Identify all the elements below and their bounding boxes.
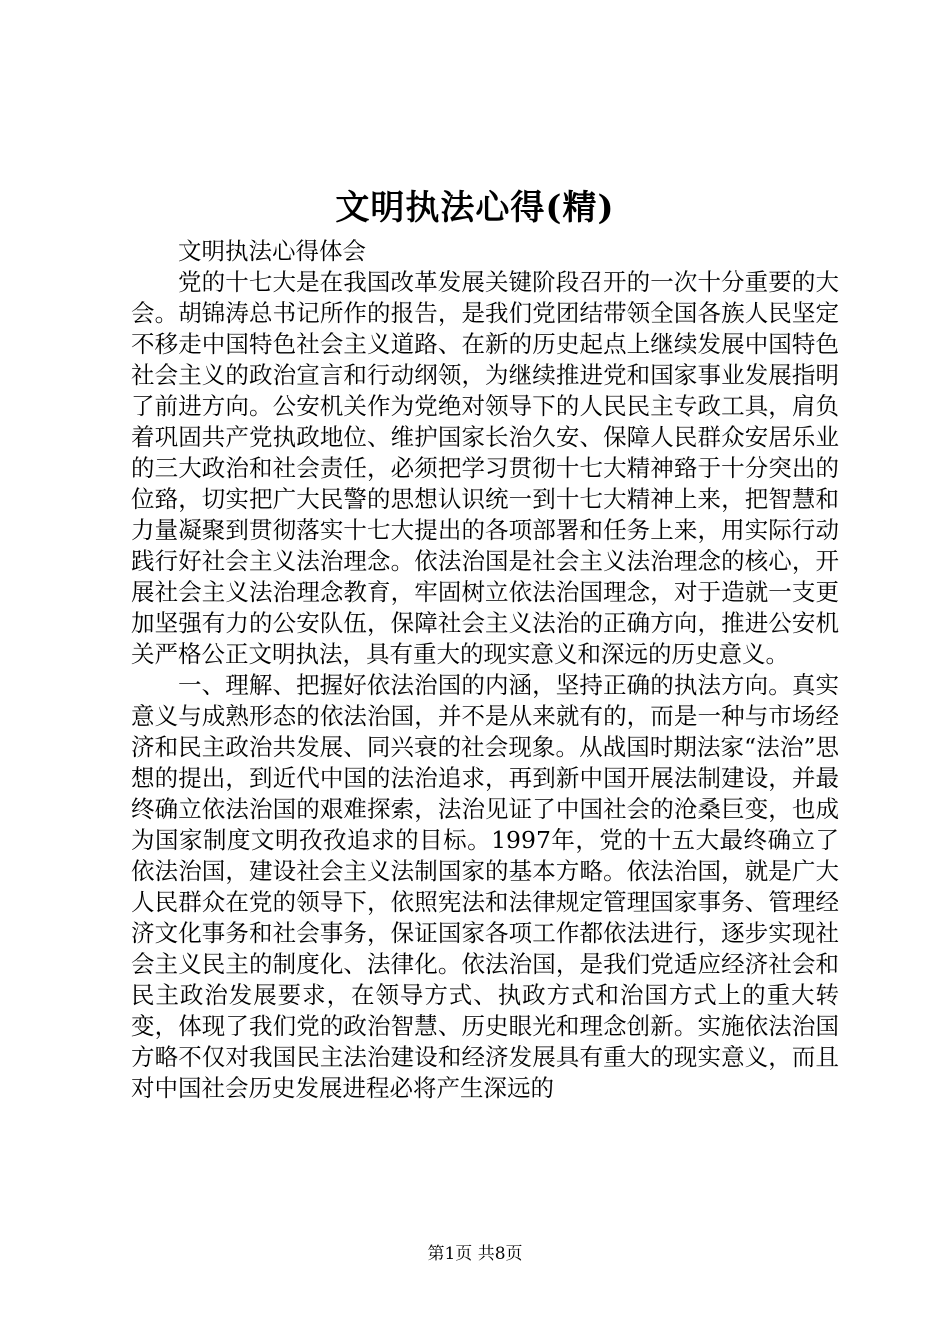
- document-body: [131, 236, 839, 1104]
- document-subtitle: 文明执法心得体会: [178, 237, 366, 265]
- paragraph: 一、理解、把握好依法治国的内涵，坚持正确的执法方向。真实意义与成熟形态的依法治国，并不是从来就有的，而是一种与市场经济和民主政治共发展、同兴衰的社会现象。从战国时期法家“法治”思想的提出，到近代中国的法治追求，再到新中国开展法制建设，并最终确立依法治国的艰难探索，法治见证了中国社会的沧桑巨变，也成为国家制度文明孜孜追求的目标。1997年，党的十五大最终确立了依法治国，建设社会主义法制国家的基本方略。依法治国，就是广大人民群众在党的领导下，依照宪法和法律规定管理国家事务、管理经济文化事务和社会事务，保证国家各项工作都依法进行，逐步实现社会主义民主的制度化、法律化。依法治国，是我们党适应经济社会和民主政治发展要求，在领导方式、执政方式和治国方式上的重大转变，体现了我们党的政治智慧、历史眼光和理念创新。实施依法治国方略不仅对我国民主法治建设和经济发展具有重大的现实意义，而且对中国社会历史发展进程必将产生深远的: [131, 671, 839, 1102]
- page-number-footer: 第1页 共8页: [427, 1244, 523, 1264]
- paragraph: 党的十七大是在我国改革发展关键阶段召开的一次十分重要的大会。胡锦涛总书记所作的报告，是我们党团结带领全国各族人民坚定不移走中国特色社会主义道路、在新的历史起点上继续发展中国特色社会主义的政治宣言和行动纲领，为继续推进党和国家事业发展指明了前进方向。公安机关作为党绝对领导下的人民民主专政工具，肩负着巩固共产党执政地位、维护国家长治久安、保障人民群众安居乐业的三大政治和社会责任，必须把学习贯彻十七大精神臵于十分突出的位臵，切实把广大民警的思想认识统一到十七大精神上来，把智慧和力量凝聚到贯彻落实十七大提出的各项部署和任务上来，用实际行动践行好社会主义法治理念。依法治国是社会主义法治理念的核心，开展社会主义法治理念教育，牢固树立依法治国理念，对于造就一支更加坚强有力的公安队伍，保障社会主义法治的正确方向，推进公安机关严格公正文明执法，具有重大的现实意义和深远的历史意义。: [131, 268, 839, 668]
- document-title: 文明执法心得(精): [335, 188, 615, 228]
